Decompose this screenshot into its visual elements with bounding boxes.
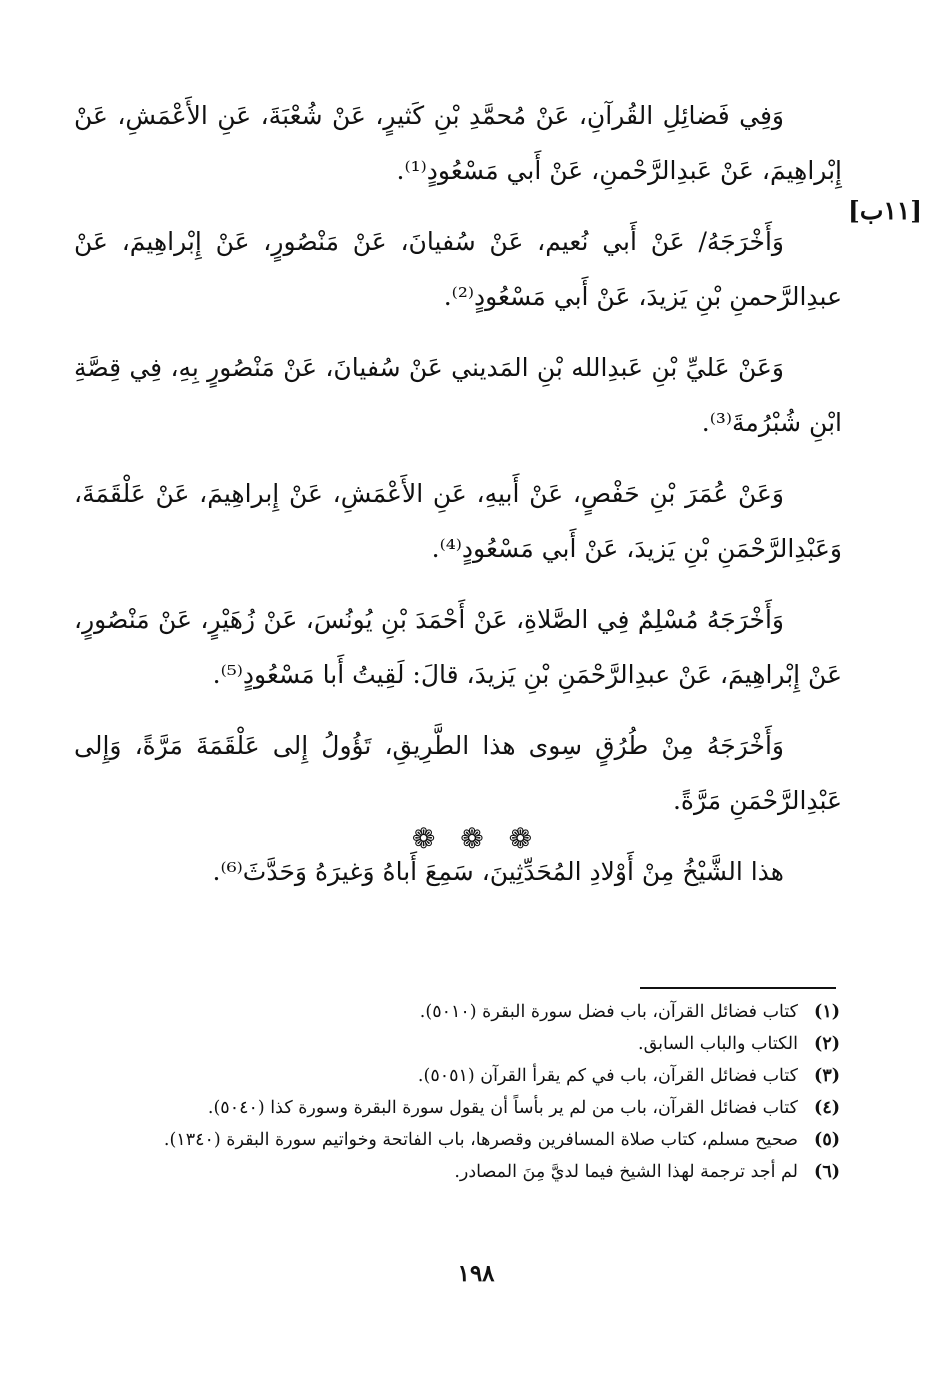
footnote-text: الكتاب والباب السابق. bbox=[638, 1034, 798, 1054]
footnote-number: (٥) bbox=[814, 1130, 840, 1150]
footnote-number: (٣) bbox=[814, 1066, 840, 1086]
main-text bbox=[74, 88, 842, 915]
paragraph-6: وَأَخْرَجَهُ مِنْ طُرُقٍ سِوى هذا الطَّرِيقِ، تَؤُولُ إِلى عَلْقَمَةَ مَرَّةً، وَإِلى عَبْدِالرَّحْمَنِ مَرَّةً. bbox=[74, 731, 842, 815]
footnote-6 bbox=[88, 1156, 840, 1188]
footnote-5 bbox=[88, 1124, 840, 1156]
manuscript-folio-marker: [١١ب] bbox=[848, 196, 923, 225]
paragraph-2: وَأَخْرَجَهُ/ عَنْ أَبي نُعيم، عَنْ سُفيانَ، عَنْ مَنْصُورٍ، عَنْ إِبْراهِيمَ، عَنْ عبدِالرَّحمنِ بْنِ يَزيدَ، عَنْ أَبي مَسْعُودٍ⁽²⁾. bbox=[74, 227, 842, 311]
page-number: ١٩٨ bbox=[457, 1260, 495, 1287]
paragraph-5: وَأَخْرَجَهُ مُسْلِمٌ فِي الصَّلاةِ، عَنْ أَحْمَدَ بْنِ يُونُسَ، عَنْ زُهَيْرٍ، عَنْ مَنْصُورٍ، عَنْ إِبْراهِيمَ، عَنْ عبدِالرَّحْمَنِ بْنِ يَزيدَ، قالَ: لَقِيتُ أَبا مَسْعُودٍ⁽⁵⁾. bbox=[74, 605, 842, 689]
footnote-4 bbox=[88, 1092, 840, 1124]
footnote-divider bbox=[640, 987, 836, 989]
footnote-number: (٢) bbox=[814, 1034, 840, 1054]
paragraph-1: وَفِي فَضائِلِ القُرآنِ، عَنْ مُحمَّدِ بْنِ كَثيرٍ، عَنْ شُعْبَةَ، عَنِ الأَعْمَشِ، عَنْ إِبْراهِيمَ، عَنْ عَبدِالرَّحْمنِ، عَنْ أَبي مَسْعُودٍ⁽¹⁾. bbox=[74, 101, 842, 185]
paragraph-7: هذا الشَّيْخُ مِنْ أَوْلادِ المُحَدِّثِينَ، سَمِعَ أَباهُ وَغيرَهُ وَحَدَّثَ⁽⁶⁾. bbox=[212, 857, 784, 886]
paragraph-3: وَعَنْ عَليِّ بْنِ عَبدِالله بْنِ المَديني عَنْ سُفيانَ، عَنْ مَنْصُورٍ بِهِ، فِي قِصَّةِ ابْنِ شُبْرُمةَ⁽³⁾. bbox=[74, 353, 842, 437]
footnote-number: (٤) bbox=[814, 1098, 840, 1118]
footnote-text: كتاب فضائل القرآن، باب فضل سورة البقرة (٥٠١٠). bbox=[419, 1002, 798, 1022]
footnote-text: صحيح مسلم، كتاب صلاة المسافرين وقصرها، باب الفاتحة وخواتيم سورة البقرة (١٣٤٠). bbox=[163, 1130, 798, 1150]
footnote-number: (٦) bbox=[814, 1162, 840, 1182]
footnote-3 bbox=[88, 1060, 840, 1092]
footnote-text: لم أجد ترجمة لهذا الشيخ فيما لديَّ مِنَ المصادر. bbox=[454, 1162, 798, 1182]
footnote-number: (١) bbox=[814, 1002, 840, 1022]
footnote-text: كتاب فضائل القرآن، باب من لم ير بأساً أن يقول سورة البقرة وسورة كذا (٥٠٤٠). bbox=[207, 1098, 798, 1118]
footnote-2 bbox=[88, 1028, 840, 1060]
section-ornament-icon: ❁ ❁ ❁ bbox=[411, 822, 541, 855]
paragraph-4: وَعَنْ عُمَرَ بْنِ حَفْصٍ، عَنْ أَبيهِ، عَنِ الأَعْمَشِ، عَنْ إِبراهِيمَ، عَنْ عَلْقَمَةَ، وَعَبْدِالرَّحْمَنِ بْنِ يَزيدَ، عَنْ أَبي مَسْعُودٍ⁽⁴⁾. bbox=[74, 479, 842, 563]
footnotes-list bbox=[88, 996, 840, 1188]
footnote-text: كتاب فضائل القرآن، باب في كم يقرأ القرآن (٥٠٥١). bbox=[417, 1066, 798, 1086]
footnote-1 bbox=[88, 996, 840, 1028]
